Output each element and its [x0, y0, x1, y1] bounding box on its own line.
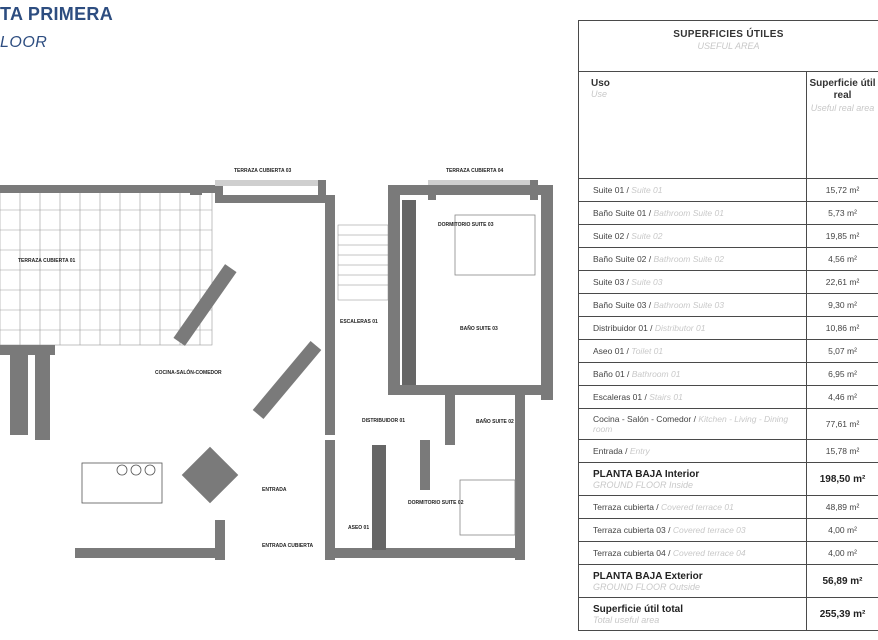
label-dormitorio-03: DORMITORIO SUITE 03	[438, 222, 494, 228]
table-row-label: Baño Suite 03 / Bathroom Suite 03	[579, 294, 807, 317]
table-row-value: 5,73 m²	[807, 202, 878, 225]
label-entrada: ENTRADA	[262, 487, 287, 493]
table-row-label: Suite 03 / Suite 03	[579, 271, 807, 294]
table-row-value: 19,85 m²	[807, 225, 878, 248]
table-row-value: 10,86 m²	[807, 317, 878, 340]
table-row-label: Terraza cubierta 04 / Covered terrace 04	[579, 542, 807, 565]
label-terraza-01: TERRAZA CUBIERTA 01	[18, 258, 76, 264]
table-row-value: 4,00 m²	[807, 519, 878, 542]
total-area-label: Superficie útil total Total useful area	[579, 598, 807, 631]
page-title: TA PRIMERA	[0, 4, 113, 24]
area-table	[578, 20, 878, 631]
table-row-label: Baño Suite 02 / Bathroom Suite 02	[579, 248, 807, 271]
subtotal-exterior-value: 56,89 m²	[807, 565, 878, 598]
table-row-label: Baño 01 / Bathroom 01	[579, 363, 807, 386]
table-row-value: 4,56 m²	[807, 248, 878, 271]
terrace-grid	[0, 190, 212, 345]
table-row-label: Cocina - Salón - Comedor / Kitchen - Living - Dining room	[579, 409, 807, 440]
table-row-label: Suite 01 / Suite 01	[579, 179, 807, 202]
label-entrada-cubierta: ENTRADA CUBIERTA	[262, 543, 314, 549]
table-row-value: 77,61 m²	[807, 409, 878, 440]
table-row-value: 22,61 m²	[807, 271, 878, 294]
label-dormitorio-02: DORMITORIO SUITE 02	[408, 500, 464, 506]
table-title-es: SUPERFICIES ÚTILES	[673, 29, 784, 40]
table-row-value: 5,07 m²	[807, 340, 878, 363]
table-row-label: Terraza cubierta 03 / Covered terrace 03	[579, 519, 807, 542]
page-subtitle: LOOR	[0, 34, 48, 51]
subtotal-interior-value: 198,50 m²	[807, 463, 878, 496]
label-distribuidor: DISTRIBUIDOR 01	[362, 418, 406, 424]
col-header-use-en: Use	[591, 89, 608, 99]
subtotal-interior-label: PLANTA BAJA Interior GROUND FLOOR Inside	[579, 463, 807, 496]
col-header-use	[579, 72, 807, 179]
label-escaleras: ESCALERAS 01	[340, 319, 378, 325]
floor-plan	[0, 140, 560, 580]
table-row-label: Distribuidor 01 / Distributor 01	[579, 317, 807, 340]
col-header-use-es: Uso	[591, 78, 610, 89]
label-terraza-04: TERRAZA CUBIERTA 04	[446, 168, 504, 174]
table-row-value: 6,95 m²	[807, 363, 878, 386]
table-row-value: 9,30 m²	[807, 294, 878, 317]
col-header-area-es: Superficie útil real	[809, 78, 876, 101]
table-row-value: 4,00 m²	[807, 542, 878, 565]
col-header-area-en: Useful real area	[810, 103, 875, 113]
label-cocina: COCINA-SALÓN-COMEDOR	[155, 370, 222, 376]
stairs	[338, 225, 388, 300]
total-area-value: 255,39 m²	[807, 598, 878, 631]
table-row-label: Escaleras 01 / Stairs 01	[579, 386, 807, 409]
table-row-label: Suite 02 / Suite 02	[579, 225, 807, 248]
table-row-label: Terraza cubierta / Covered terrace 01	[579, 496, 807, 519]
table-row-label: Aseo 01 / Toilet 01	[579, 340, 807, 363]
table-row-value: 4,46 m²	[807, 386, 878, 409]
table-row-value: 15,78 m²	[807, 440, 878, 463]
table-title-en: USEFUL AREA	[697, 41, 760, 51]
table-row-label: Baño Suite 01 / Bathroom Suite 01	[579, 202, 807, 225]
table-row-label: Entrada / Entry	[579, 440, 807, 463]
label-bano-suite-03: BAÑO SUITE 03	[460, 326, 498, 332]
table-row-value: 48,89 m²	[807, 496, 878, 519]
label-aseo: ASEO 01	[348, 525, 370, 531]
col-header-area	[807, 72, 878, 179]
table-title	[579, 21, 878, 72]
table-row-value: 15,72 m²	[807, 179, 878, 202]
subtotal-exterior-label: PLANTA BAJA Exterior GROUND FLOOR Outside	[579, 565, 807, 598]
label-terraza-03: TERRAZA CUBIERTA 03	[234, 168, 292, 174]
kitchen-island	[82, 463, 162, 503]
label-bano-suite-02: BAÑO SUITE 02	[476, 419, 514, 425]
